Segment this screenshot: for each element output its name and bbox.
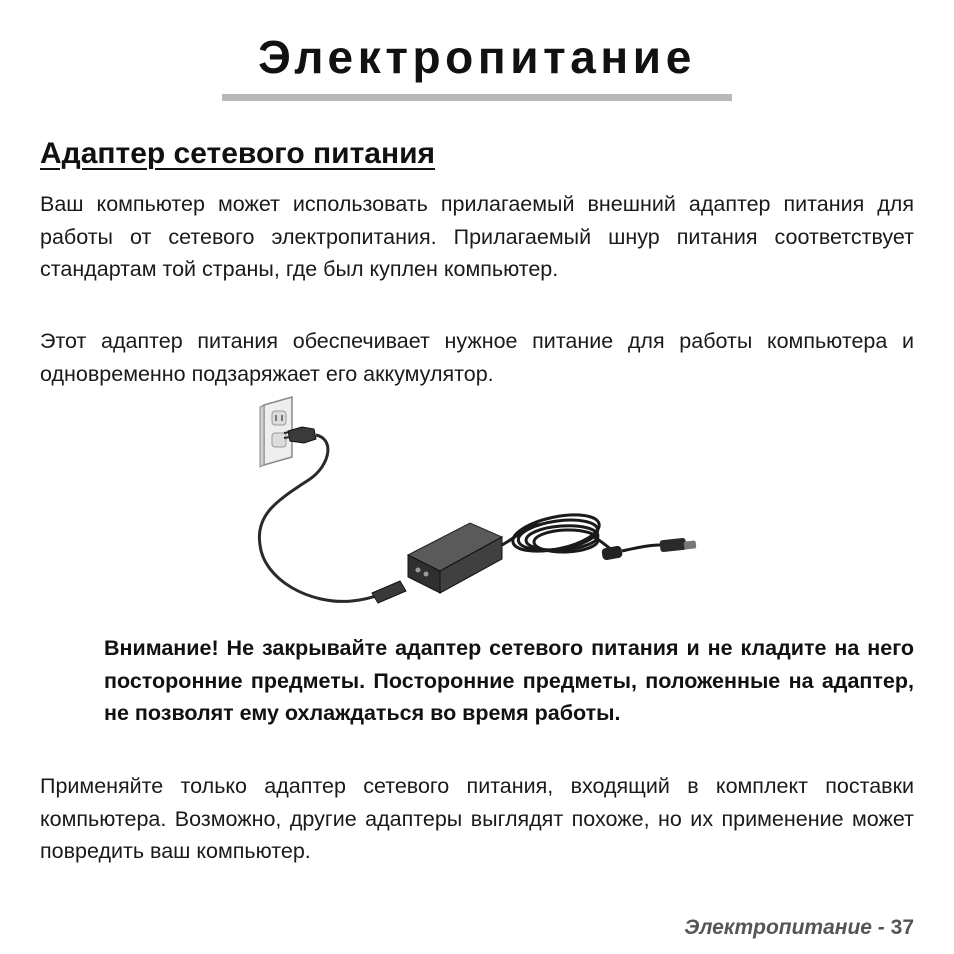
warning-note: Внимание! Не закрывайте адаптер сетевого питания и не кладите на него посторонние предметы. Посторонние предметы, положенные на адаптер, не позволят ему охлаждаться во время работы. — [104, 636, 914, 725]
title-rule — [222, 94, 732, 101]
paragraph-adapter-charging: Этот адаптер питания обеспечивает нужное питание для работы компьютера и одновременно подзаряжает его аккумулятор. — [40, 329, 914, 386]
dc-plug-icon — [622, 538, 696, 553]
paragraph-adapter-intro: Ваш компьютер может использовать прилагаемый внешний адаптер питания для работы от сетевого электропитания. Прилагаемый шнур питания соответствует стандартам той страны, где был куплен компьютер. — [40, 192, 914, 281]
section-heading: Адаптер сетевого питания — [40, 137, 436, 170]
page-footer — [684, 913, 914, 943]
page-number: 37 — [890, 916, 914, 939]
footer-section-name: Электропитание - — [684, 916, 885, 939]
paragraph-use-original-adapter: Применяйте только адаптер сетевого питания, входящий в комплект поставки компьютера. Возможно, другие адаптеры выглядят похоже, но их применение может повредить ваш компьютер. — [40, 774, 914, 863]
adapter-brick-icon — [408, 523, 502, 593]
page-title: Электропитание — [258, 31, 696, 83]
power-adapter-illustration — [240, 395, 710, 625]
